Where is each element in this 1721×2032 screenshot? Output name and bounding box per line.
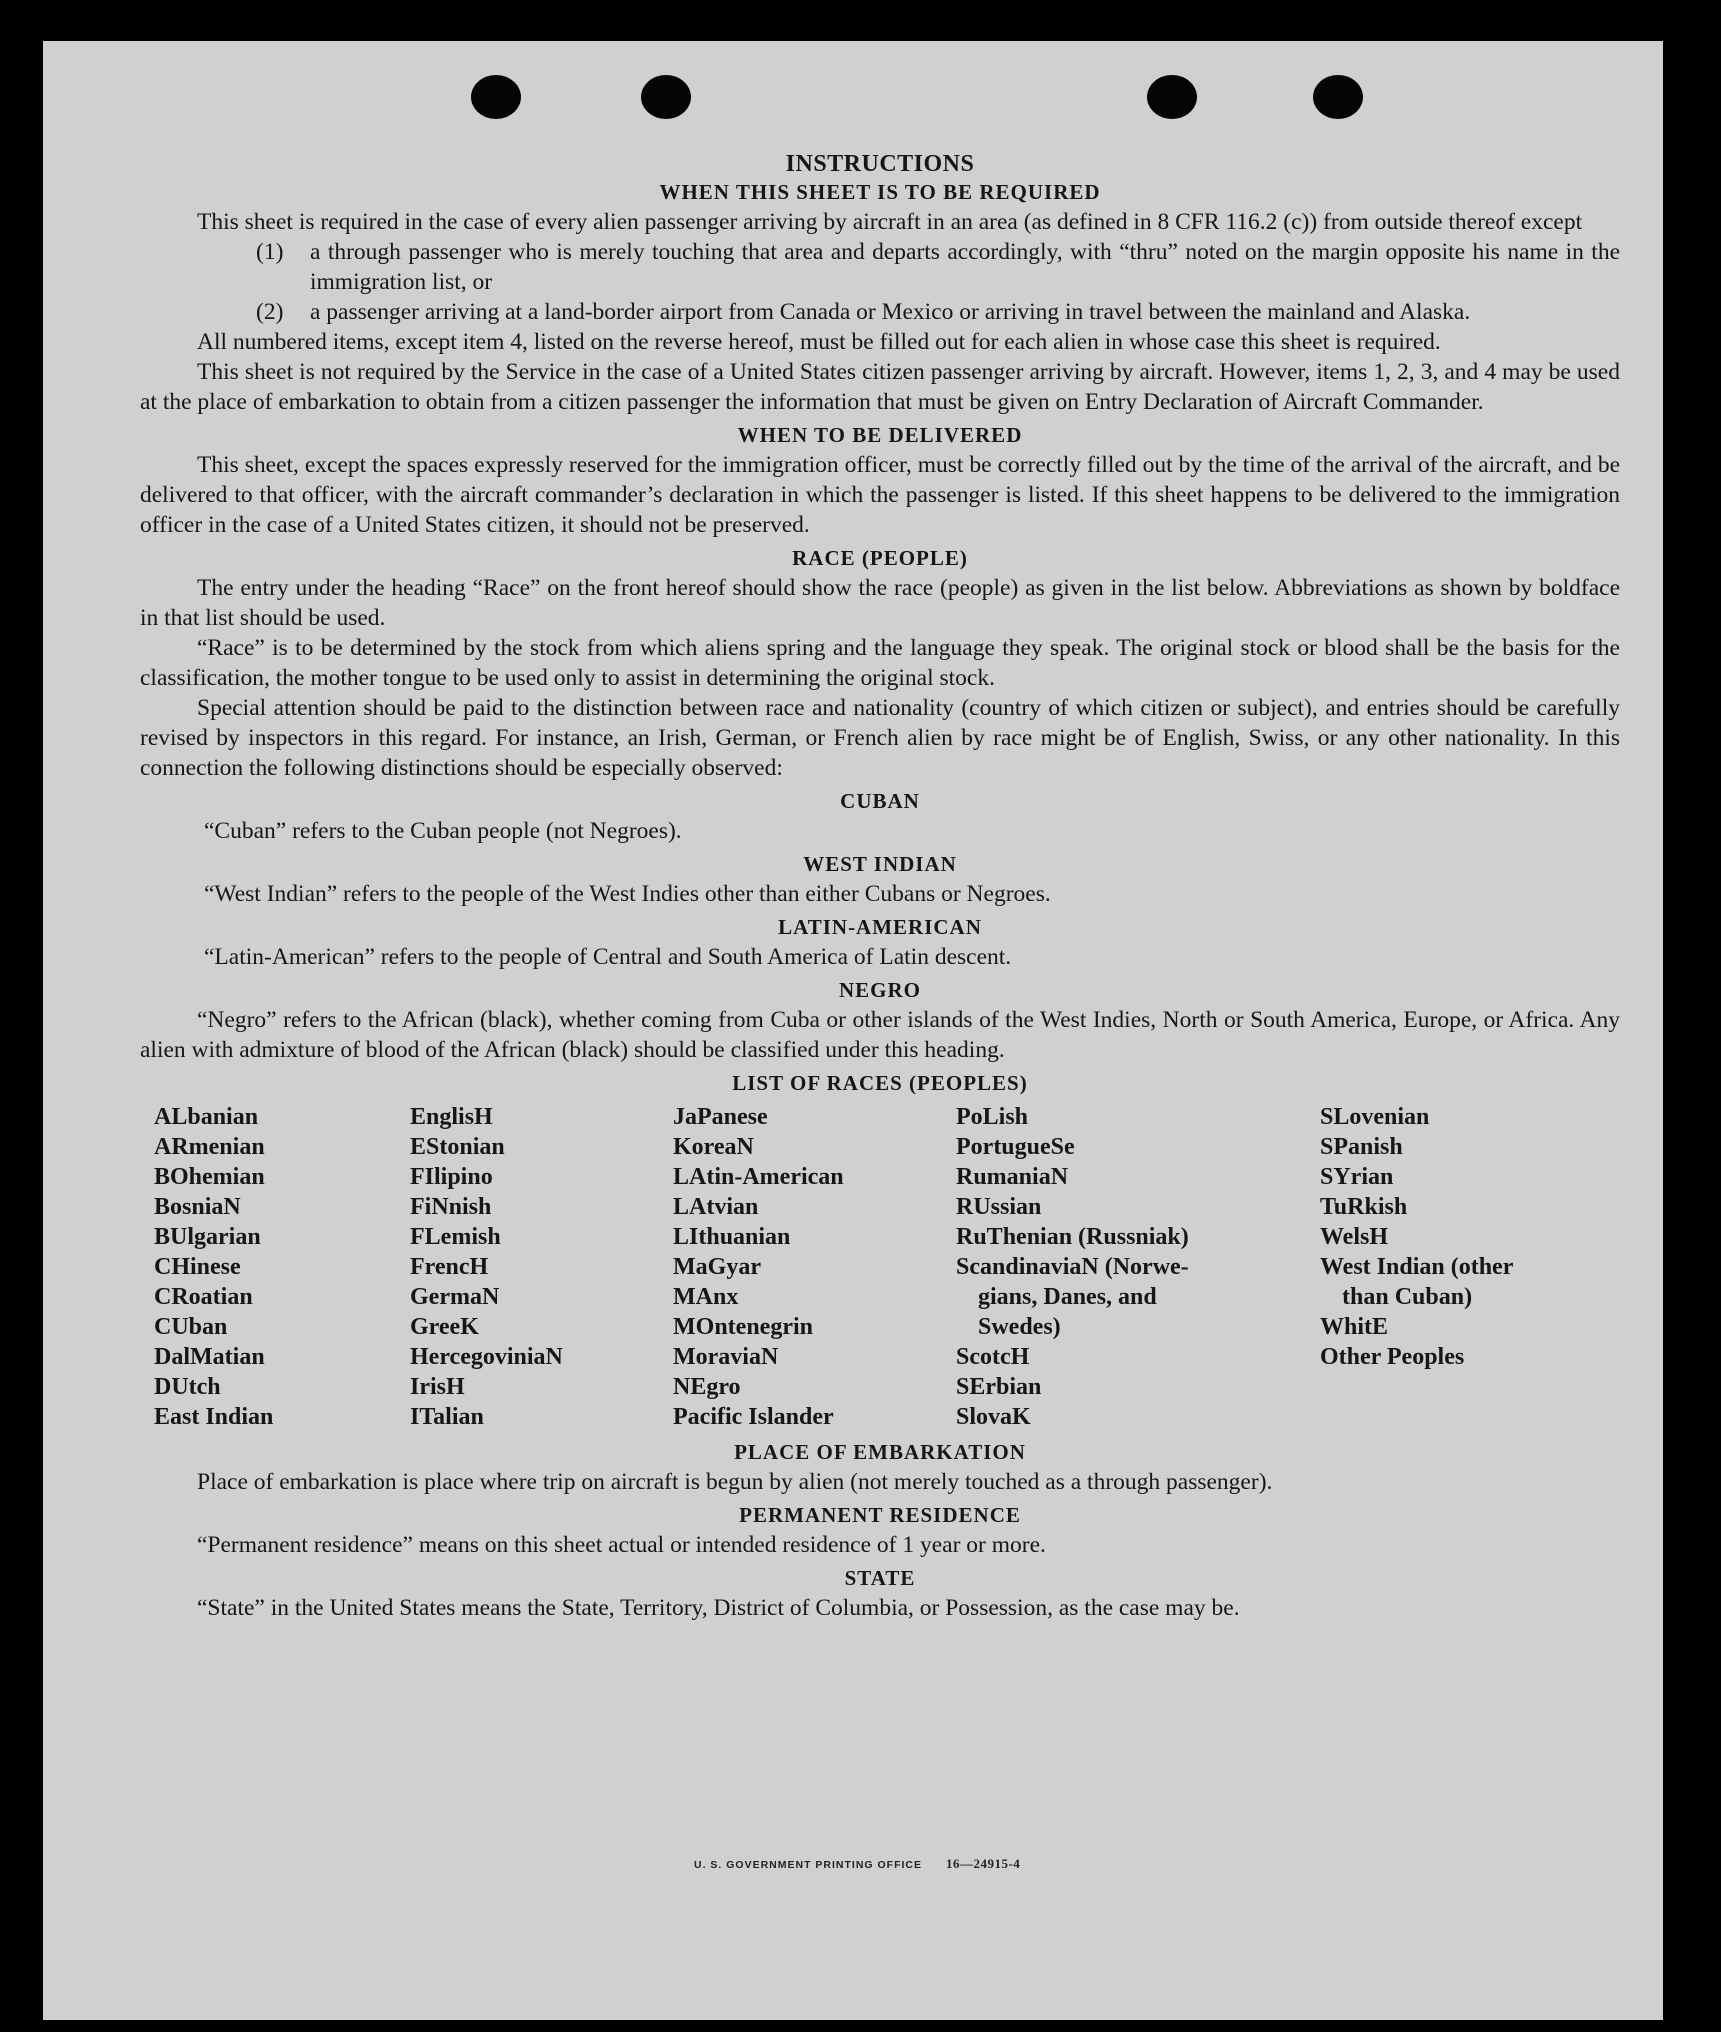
- race-entry: KoreaN: [673, 1134, 754, 1160]
- race-entry: LIthuanian: [673, 1224, 791, 1250]
- race-entry: Swedes): [978, 1314, 1061, 1340]
- race-entry: DUtch: [154, 1374, 221, 1400]
- race-entry: East Indian: [154, 1404, 274, 1430]
- section-heading-residence: PERMANENT RESIDENCE: [739, 1503, 1021, 1527]
- item-text: a passenger arriving at a land-border airport from Canada or Mexico or arriving in travel between the mainland and Alaska.: [310, 299, 1471, 325]
- definition-text: “Permanent residence” means on this sheet actual or intended residence of 1 year or more.: [197, 1532, 1046, 1558]
- section-heading-cuban: CUBAN: [840, 789, 920, 813]
- paragraph: Special attention should be paid to the distinction between race and nationality (country of which citizen or subject), and entries should be carefully revised by inspectors in this regard. For instance, an Irish, German, or French alien by race might be of English, Swiss, or any other nationality. In this connection the following distinctions should be especially observed:: [140, 695, 1620, 781]
- definition-text: “State” in the United States means the State, Territory, District of Columbia, or Possession, as the case may be.: [197, 1595, 1240, 1621]
- race-entry: LAtvian: [673, 1194, 759, 1220]
- section-heading-state: STATE: [844, 1566, 916, 1590]
- race-entry: FLemish: [410, 1224, 501, 1250]
- definition-text: Place of embarkation is place where trip on aircraft is begun by alien (not merely touched as a through passenger).: [197, 1469, 1273, 1495]
- race-column-5: [1320, 1102, 1513, 1432]
- race-entry: ARmenian: [154, 1134, 265, 1160]
- race-entry: FiNnish: [410, 1194, 492, 1220]
- race-entry: CUban: [154, 1314, 228, 1340]
- race-entry: NEgro: [673, 1374, 741, 1400]
- race-entry: ScotcH: [956, 1344, 1030, 1370]
- race-entry: JaPanese: [673, 1104, 768, 1130]
- definition-text: “Latin-American” refers to the people of Central and South America of Latin descent.: [204, 944, 1012, 970]
- race-entry: Other Peoples: [1320, 1344, 1465, 1370]
- race-entry: CHinese: [154, 1254, 241, 1280]
- race-entry: gians, Danes, and: [978, 1284, 1157, 1310]
- race-entry: ITalian: [410, 1404, 484, 1430]
- race-entry: SlovaK: [956, 1404, 1031, 1430]
- race-entry: WelsH: [1320, 1224, 1389, 1250]
- paragraph: “Race” is to be determined by the stock from which aliens spring and the language they speak. The original stock or blood shall be the basis for the classification, the mother tongue to be used only to assist in determining the original stock.: [140, 635, 1620, 691]
- section-heading-race-list: LIST OF RACES (PEOPLES): [732, 1071, 1028, 1095]
- section-heading-west-indian: WEST INDIAN: [803, 852, 957, 876]
- race-entry: FrencH: [410, 1254, 489, 1280]
- race-entry: SLovenian: [1320, 1104, 1430, 1130]
- race-entry: EnglisH: [410, 1104, 493, 1130]
- race-entry: BOhemian: [154, 1164, 265, 1190]
- race-entry: CRoatian: [154, 1284, 253, 1310]
- item-number: (2): [256, 299, 284, 325]
- section-heading-embarkation: PLACE OF EMBARKATION: [734, 1440, 1026, 1464]
- definition-text: “Negro” refers to the African (black), whether coming from Cuba or other islands of the West Indies, North or South America, Europe, or Africa. Any alien with admixture of blood of the African (black) should be classified under this heading.: [140, 1007, 1620, 1063]
- race-entry: ALbanian: [154, 1104, 259, 1130]
- printer-imprint: [694, 1856, 1020, 1872]
- race-entry: SErbian: [956, 1374, 1042, 1400]
- race-entry: HercegoviniaN: [410, 1344, 563, 1370]
- paragraph: This sheet is required in the case of every alien passenger arriving by aircraft in an area (as defined in 8 CFR 116.2 (c)) from outside thereof except: [197, 209, 1583, 235]
- race-entry: PortugueSe: [956, 1134, 1075, 1160]
- race-entry: than Cuban): [1342, 1284, 1473, 1310]
- section-heading-delivered: WHEN TO BE DELIVERED: [737, 423, 1023, 447]
- section-heading-race: RACE (PEOPLE): [792, 546, 968, 570]
- race-entry: LAtin-American: [673, 1164, 844, 1190]
- document-sheet: [43, 41, 1663, 2020]
- definition-text: “Cuban” refers to the Cuban people (not Negroes).: [204, 818, 682, 844]
- paragraph: This sheet is not required by the Service in the case of a United States citizen passenger arriving by aircraft. However, items 1, 2, 3, and 4 may be used at the place of embarkation to obtain from a citizen passenger the information that must be given on Entry Declaration of Aircraft Commander.: [140, 359, 1620, 415]
- section-heading-latin-american: LATIN-AMERICAN: [778, 915, 982, 939]
- paragraph: All numbered items, except item 4, listed on the reverse hereof, must be filled out for each alien in whose case this sheet is required.: [197, 329, 1441, 355]
- race-entry: ScandinaviaN (Norwe-: [956, 1254, 1189, 1280]
- page-title: INSTRUCTIONS: [785, 151, 975, 177]
- section-heading-required: WHEN THIS SHEET IS TO BE REQUIRED: [659, 180, 1101, 204]
- race-entry: EStonian: [410, 1134, 505, 1160]
- race-entry: MOntenegrin: [673, 1314, 813, 1340]
- race-entry: RumaniaN: [956, 1164, 1069, 1190]
- race-column-2: [410, 1102, 673, 1432]
- section-heading-negro: NEGRO: [838, 978, 921, 1002]
- paragraph: The entry under the heading “Race” on the front hereof should show the race (people) as given in the list below. Abbreviations as shown by boldface in that list should be used.: [140, 575, 1620, 631]
- paragraph: This sheet, except the spaces expressly reserved for the immigration officer, must be correctly filled out by the time of the arrival of the aircraft, and be delivered to that officer, with the aircraft commander’s declaration in which the passenger is listed. If this sheet happens to be delivered to the immigration officer in the case of a United States citizen, it should not be preserved.: [140, 452, 1620, 538]
- race-entry: GreeK: [410, 1314, 479, 1340]
- race-entry: SPanish: [1320, 1134, 1403, 1160]
- race-entry: TuRkish: [1320, 1194, 1408, 1220]
- race-entry: MoraviaN: [673, 1344, 779, 1370]
- printer-name: U. S. GOVERNMENT PRINTING OFFICE: [694, 1859, 923, 1871]
- race-entry: West Indian (other: [1320, 1254, 1514, 1280]
- race-entry: DalMatian: [154, 1344, 265, 1370]
- race-entry: SYrian: [1320, 1164, 1394, 1190]
- race-entry: GermaN: [410, 1284, 500, 1310]
- race-column-4: [956, 1102, 1320, 1432]
- form-code: 16—24915-4: [945, 1856, 1021, 1871]
- race-entry: BosniaN: [154, 1194, 241, 1220]
- race-entry: MaGyar: [673, 1254, 761, 1280]
- race-entry: PoLish: [956, 1104, 1029, 1130]
- race-column-3: [673, 1102, 956, 1432]
- list-item: [256, 297, 1620, 327]
- race-entry: MAnx: [673, 1284, 739, 1310]
- race-entry: Pacific Islander: [673, 1404, 834, 1430]
- race-entry: BUlgarian: [154, 1224, 261, 1250]
- race-entry: WhitE: [1320, 1314, 1389, 1340]
- item-text: a through passenger who is merely touching that area and departs accordingly, with “thru” noted on the margin opposite his name in the immigration list, or: [310, 239, 1620, 295]
- item-number: (1): [256, 239, 284, 265]
- definition-text: “West Indian” refers to the people of the West Indies other than either Cubans or Negroes.: [204, 881, 1051, 907]
- race-list: [140, 1102, 1620, 1432]
- instructions-body: [140, 109, 1620, 1623]
- race-entry: RuThenian (Russniak): [956, 1224, 1189, 1250]
- race-entry: FIlipino: [410, 1164, 493, 1190]
- race-column-1: [140, 1102, 410, 1432]
- race-entry: IrisH: [410, 1374, 465, 1400]
- race-entry: RUssian: [956, 1194, 1042, 1220]
- list-item: [256, 237, 1620, 297]
